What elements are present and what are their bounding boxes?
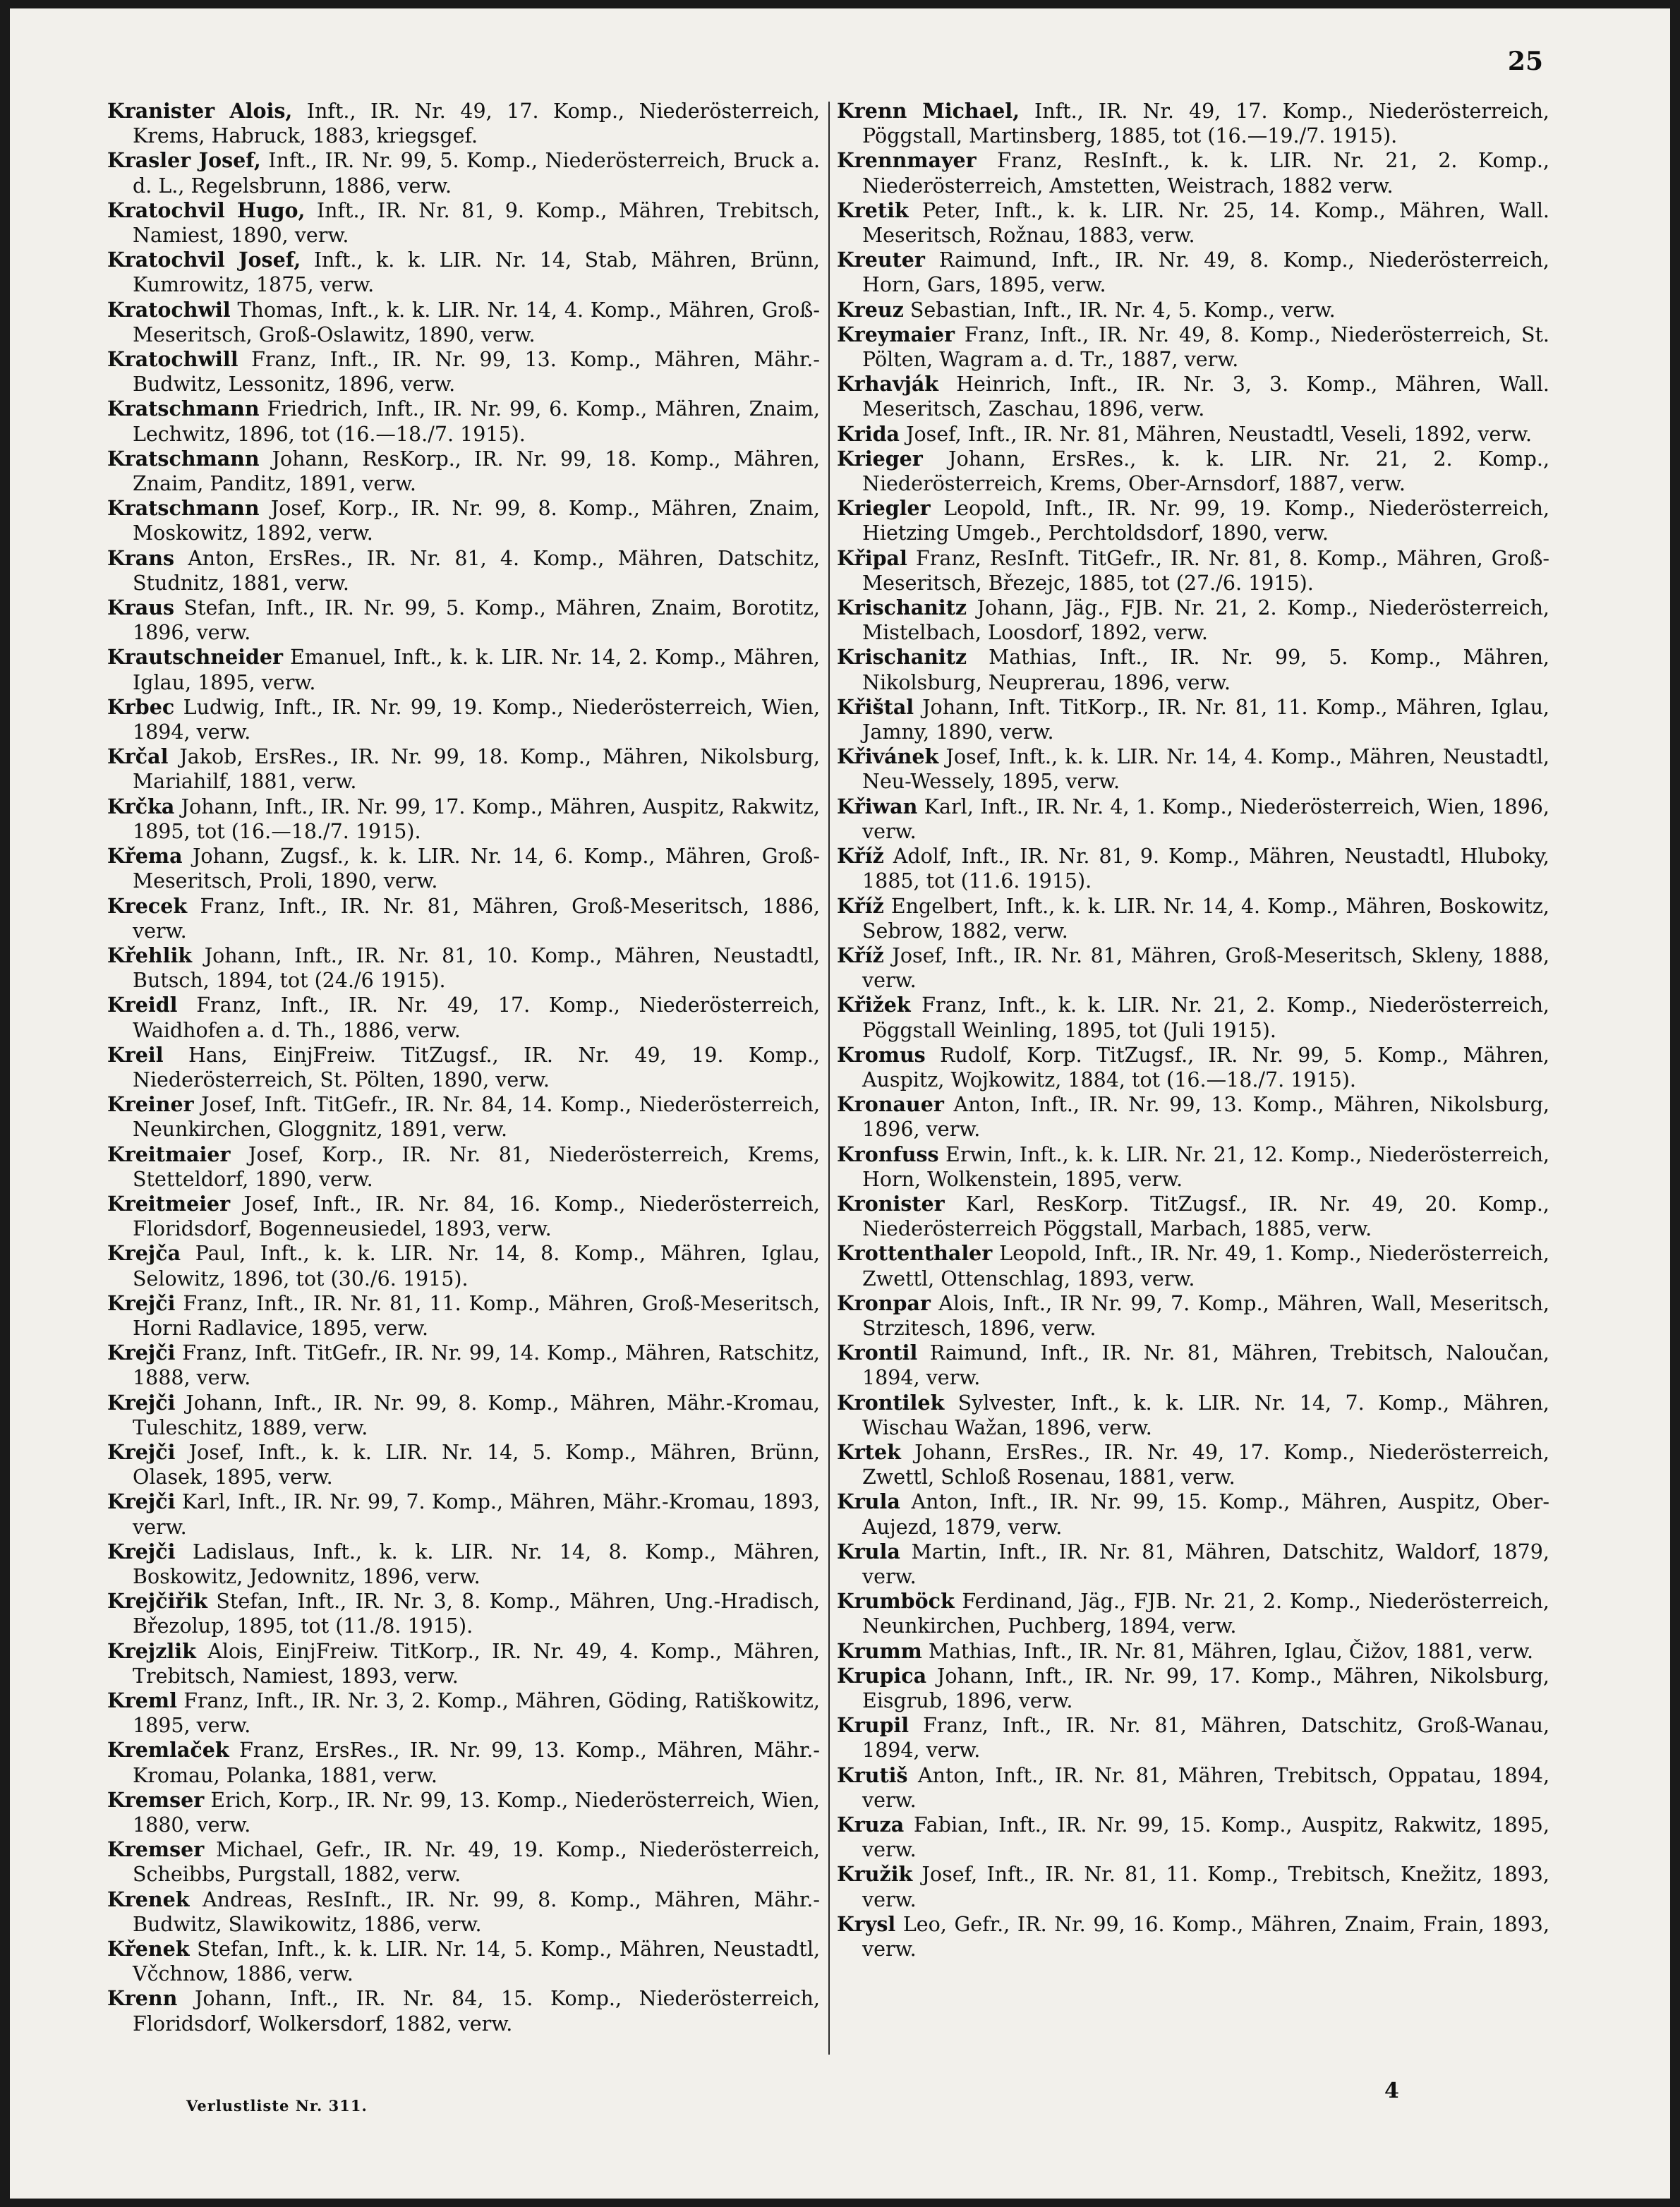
entry-details: Fabian, Inft., IR. Nr. 99, 15. Komp., Auspitz, Rakwitz, 1895, verw.	[862, 1813, 1549, 1862]
entry-name: Kremser	[107, 1837, 205, 1862]
entry-details: Inft., IR. Nr. 99, 5. Komp., Niederösterreich, Bruck a. d. L., Regelsbrunn, 1886, verw.	[133, 149, 821, 198]
list-entry	[107, 248, 820, 297]
entry-name: Krhavják	[837, 372, 939, 397]
entry-name: Křiwan	[837, 794, 918, 818]
list-entry	[837, 1043, 1549, 1092]
entry-name: Krieger	[837, 446, 923, 471]
entry-details: Karl, ResKorp. TitZugsf., IR. Nr. 49, 20. Komp., Niederösterreich Pöggstall, Marbach, 1885, verw.	[862, 1192, 1549, 1241]
entry-name: Křištal	[837, 694, 914, 719]
list-entry	[107, 1192, 820, 1241]
entry-name: Kreuz	[837, 297, 904, 322]
entry-details: Alois, Inft., IR Nr. 99, 7. Komp., Mähren, Wall, Meseritsch, Strzitesch, 1896, verw.	[862, 1291, 1549, 1340]
list-entry	[107, 943, 820, 993]
list-entry	[837, 1192, 1549, 1241]
entry-name: Kronpar	[837, 1290, 931, 1315]
entry-details: Johann, Jäg., FJB. Nr. 21, 2. Komp., Niederösterreich, Mistelbach, Loosdorf, 1892, verw.	[862, 596, 1549, 645]
entry-details: Inft., IR. Nr. 81, 9. Komp., Mähren, Trebitsch, Namiest, 1890, verw.	[133, 198, 820, 248]
list-entry	[837, 1713, 1549, 1762]
entry-details: Josef, Korp., IR. Nr. 81, Niederösterreich, Krems, Stetteldorf, 1890, verw.	[133, 1142, 820, 1191]
list-entry	[837, 447, 1549, 496]
entry-name: Krejči	[107, 1341, 176, 1365]
entry-details: Johann, ResKorp., IR. Nr. 99, 18. Komp., Mähren, Znaim, Panditz, 1891, verw.	[133, 447, 820, 496]
entry-name: Křema	[107, 844, 183, 869]
entry-name: Kratschmann	[107, 496, 260, 521]
list-entry	[107, 894, 820, 943]
list-entry	[837, 1540, 1549, 1589]
entry-details: Anton, Inft., IR. Nr. 99, 15. Komp., Mähren, Auspitz, Ober-Aujezd, 1879, verw.	[862, 1490, 1549, 1539]
entry-name: Kronfuss	[837, 1142, 939, 1166]
entry-details: Raimund, Inft., IR. Nr. 49, 8. Komp., Niederösterreich, Horn, Gars, 1895, verw.	[862, 248, 1549, 297]
entry-name: Krejzlik	[107, 1638, 196, 1663]
entry-details: Ludwig, Inft., IR. Nr. 99, 19. Komp., Niederösterreich, Wien, 1894, verw.	[133, 695, 820, 744]
entry-details: Franz, Inft., IR. Nr. 99, 13. Komp., Mähren, Mähr.-Budwitz, Lessonitz, 1896, verw.	[133, 348, 820, 397]
entry-details: Raimund, Inft., IR. Nr. 81, Mähren, Trebitsch, Naloučan, 1894, verw.	[862, 1341, 1549, 1390]
entry-details: Johann, Zugsf., k. k. LIR. Nr. 14, 6. Komp., Mähren, Groß-Meseritsch, Proli, 1890, verw.	[133, 845, 820, 893]
entry-details: Sebastian, Inft., IR. Nr. 4, 5. Komp., verw.	[903, 298, 1336, 322]
entry-details: Josef, Inft. TitGefr., IR. Nr. 84, 14. Komp., Niederösterreich, Neunkirchen, Gloggnitz, 1891, verw.	[133, 1093, 820, 1142]
entry-name: Kratochvil Hugo,	[107, 198, 306, 222]
list-entry	[837, 1291, 1549, 1341]
entry-name: Kratochwill	[107, 347, 238, 372]
entry-details: Josef, Inft., IR. Nr. 81, Mähren, Groß-Meseritsch, Skleny, 1888, verw.	[862, 943, 1549, 993]
list-entry	[837, 1763, 1549, 1813]
entry-name: Kružik	[837, 1862, 913, 1887]
entry-name: Krasler Josef,	[107, 148, 261, 173]
entry-details: Franz, Inft., IR. Nr. 3, 2. Komp., Mähren, Göding, Ratiškowitz, 1895, verw.	[133, 1689, 820, 1738]
entry-name: Krysl	[837, 1911, 896, 1936]
entry-details: Anton, Inft., IR. Nr. 99, 13. Komp., Mähren, Nikolsburg, 1896, verw.	[862, 1093, 1549, 1142]
list-entry	[107, 298, 820, 347]
entry-name: Kreymaier	[837, 322, 955, 346]
entry-name: Krautschneider	[107, 645, 284, 670]
list-entry	[837, 1391, 1549, 1440]
entry-name: Krupica	[837, 1663, 927, 1688]
list-entry	[107, 1291, 820, 1341]
entry-name: Křižek	[837, 993, 911, 1017]
entry-name: Kruza	[837, 1813, 905, 1837]
entry-details: Ferdinand, Jäg., FJB. Nr. 21, 2. Komp., Niederösterreich, Neunkirchen, Puchberg, 1894, verw.	[862, 1590, 1549, 1638]
entry-name: Krennmayer	[837, 148, 977, 173]
list-entry	[837, 1341, 1549, 1390]
list-entry	[837, 1092, 1549, 1142]
list-entry	[107, 1391, 820, 1440]
list-entry	[837, 844, 1549, 893]
entry-details: Inft., k. k. LIR. Nr. 14, Stab, Mähren, Brünn, Kumrowitz, 1875, verw.	[133, 248, 820, 297]
list-entry	[837, 744, 1549, 794]
list-entry	[837, 1589, 1549, 1638]
entry-details: Hans, EinjFreiw. TitZugsf., IR. Nr. 49, 19. Komp., Niederösterreich, St. Pölten, 1890, verw.	[133, 1043, 820, 1092]
entry-details: Franz, Inft. TitGefr., IR. Nr. 99, 14. Komp., Mähren, Ratschitz, 1888, verw.	[133, 1341, 820, 1390]
entry-name: Krumm	[837, 1638, 922, 1663]
entry-name: Krejčiřik	[107, 1589, 207, 1614]
list-entry	[837, 794, 1549, 844]
entry-details: Thomas, Inft., k. k. LIR. Nr. 14, 4. Komp., Mähren, Groß-Meseritsch, Groß-Oslawitz, 1890, verw.	[133, 298, 820, 346]
entry-name: Krutiš	[837, 1762, 908, 1787]
entry-details: Johann, ErsRes., IR. Nr. 49, 17. Komp., Niederösterreich, Zwettl, Schloß Rosenau, 1881, verw.	[862, 1440, 1549, 1489]
entry-details: Karl, Inft., IR. Nr. 99, 7. Komp., Mähren, Mähr.-Kromau, 1893, verw.	[133, 1490, 820, 1539]
entry-name: Kreitmaier	[107, 1142, 231, 1166]
entry-details: Rudolf, Korp. TitZugsf., IR. Nr. 99, 5. Komp., Mähren, Auspitz, Wojkowitz, 1884, tot (16.—18./7. 1915).	[862, 1043, 1549, 1092]
entry-details: Franz, ErsRes., IR. Nr. 99, 13. Komp., Mähren, Mähr.-Kromau, Polanka, 1881, verw.	[133, 1739, 820, 1787]
entry-details: Stefan, Inft., IR. Nr. 3, 8. Komp., Mähren, Ung.-Hradisch, Březolup, 1895, tot (11./8. 1915).	[133, 1590, 820, 1638]
list-entry	[107, 1540, 820, 1589]
entry-details: Johann, Inft., IR. Nr. 84, 15. Komp., Niederösterreich, Floridsdorf, Wolkersdorf, 1882, verw.	[133, 1987, 820, 2036]
entry-name: Krtek	[837, 1439, 901, 1464]
entry-details: Peter, Inft., k. k. LIR. Nr. 25, 14. Komp., Mähren, Wall. Meseritsch, Rožnau, 1883, verw.	[862, 198, 1549, 248]
entry-details: Franz, Inft., k. k. LIR. Nr. 21, 2. Komp., Niederösterreich, Pöggstall Weinling, 1895, tot (Juli 1915).	[862, 993, 1549, 1042]
list-entry	[107, 695, 820, 744]
entry-name: Krula	[837, 1489, 900, 1514]
entry-details: Erwin, Inft., k. k. LIR. Nr. 21, 12. Komp., Niederösterreich, Horn, Wolkenstein, 1895, verw.	[862, 1142, 1549, 1191]
entry-name: Kraus	[107, 595, 175, 620]
entry-details: Erich, Korp., IR. Nr. 99, 13. Komp., Niederösterreich, Wien, 1880, verw.	[133, 1788, 820, 1837]
list-entry	[837, 1813, 1549, 1862]
list-entry	[107, 1341, 820, 1390]
entry-name: Krejči	[107, 1539, 176, 1564]
document-page	[10, 8, 1670, 2199]
list-entry	[107, 744, 820, 794]
list-entry	[107, 99, 820, 148]
entry-details: Johann, Inft., IR. Nr. 99, 17. Komp., Mähren, Auspitz, Rakwitz, 1895, tot (16.—18./7. 1915).	[133, 794, 820, 843]
entry-name: Krbec	[107, 694, 175, 719]
list-entry	[107, 198, 820, 248]
list-entry	[107, 1887, 820, 1937]
entry-details: Johann, ErsRes., k. k. LIR. Nr. 21, 2. Komp., Niederösterreich, Krems, Ober-Arnsdorf, 1887, verw.	[862, 447, 1549, 496]
entry-name: Krenek	[107, 1887, 190, 1911]
list-entry	[837, 943, 1549, 993]
entry-name: Krecek	[107, 893, 188, 918]
list-entry	[107, 1688, 820, 1738]
list-entry	[837, 1440, 1549, 1489]
entry-name: Krumböck	[837, 1589, 955, 1614]
entry-name: Křenek	[107, 1937, 190, 1961]
entry-details: Josef, Inft., k. k. LIR. Nr. 14, 4. Komp., Mähren, Neustadtl, Neu-Wessely, 1895, verw.	[862, 745, 1549, 794]
entry-details: Mathias, Inft., IR. Nr. 81, Mähren, Iglau, Čižov, 1881, verw.	[921, 1639, 1534, 1663]
entry-name: Krischanitz	[837, 645, 967, 670]
list-entry	[107, 447, 820, 496]
entry-details: Franz, Inft., IR. Nr. 81, 11. Komp., Mähren, Groß-Meseritsch, Horni Radlavice, 1895, verw.	[133, 1291, 820, 1340]
entry-name: Krans	[107, 545, 175, 570]
list-entry	[837, 695, 1549, 744]
list-entry	[107, 1440, 820, 1489]
entry-name: Krejči	[107, 1290, 176, 1315]
entry-name: Kreidl	[107, 993, 178, 1017]
list-entry	[837, 1862, 1549, 1911]
entry-name: Krischanitz	[837, 595, 967, 620]
entry-details: Jakob, ErsRes., IR. Nr. 99, 18. Komp., Mähren, Nikolsburg, Mariahilf, 1881, verw.	[133, 745, 820, 794]
entry-details: Mathias, Inft., IR. Nr. 99, 5. Komp., Mähren, Nikolsburg, Neuprerau, 1896, verw.	[862, 646, 1549, 694]
left-column	[107, 99, 820, 2036]
signature-mark: 4	[1384, 2079, 1399, 2103]
entry-name: Krottenthaler	[837, 1241, 993, 1266]
list-entry	[107, 1241, 820, 1290]
entry-details: Leo, Gefr., IR. Nr. 99, 16. Komp., Mähren, Znaim, Frain, 1893, verw.	[862, 1912, 1549, 1961]
list-entry	[837, 1912, 1549, 1961]
entry-name: Krontil	[837, 1341, 918, 1365]
list-entry	[107, 993, 820, 1042]
entry-details: Alois, EinjFreiw. TitKorp., IR. Nr. 49, 4. Komp., Mähren, Trebitsch, Namiest, 1893, verw.	[133, 1639, 820, 1688]
column-divider	[828, 102, 830, 2055]
entry-details: Stefan, Inft., IR. Nr. 99, 5. Komp., Mähren, Znaim, Borotitz, 1896, verw.	[133, 596, 820, 645]
entry-name: Kranister Alois,	[107, 99, 293, 123]
entry-details: Paul, Inft., k. k. LIR. Nr. 14, 8. Komp., Mähren, Iglau, Selowitz, 1896, tot (30./6. 1915).	[133, 1242, 820, 1290]
entry-name: Krejči	[107, 1439, 176, 1464]
entry-name: Krontilek	[837, 1390, 945, 1415]
entry-name: Krupil	[837, 1713, 910, 1738]
entry-details: Johann, Inft., IR. Nr. 81, 10. Komp., Mähren, Neustadtl, Butsch, 1894, tot (24./6 1915).	[133, 943, 820, 993]
entry-name: Krčka	[107, 794, 175, 818]
list-entry	[107, 1986, 820, 2036]
entry-name: Kronister	[837, 1191, 945, 1216]
entry-name: Křivánek	[837, 744, 939, 769]
entry-details: Franz, ResInft., k. k. LIR. Nr. 21, 2. Komp., Niederösterreich, Amstetten, Weistrach, 1882 verw.	[862, 149, 1549, 198]
entry-name: Krejča	[107, 1241, 181, 1266]
list-entry	[107, 1837, 820, 1887]
list-entry	[837, 422, 1549, 447]
entry-details: Johann, Inft. TitKorp., IR. Nr. 81, 11. Komp., Mähren, Iglau, Jamny, 1890, verw.	[862, 695, 1549, 744]
list-entry	[837, 298, 1549, 322]
entry-name: Křipal	[837, 545, 907, 570]
entry-details: Sylvester, Inft., k. k. LIR. Nr. 14, 7. Komp., Mähren, Wischau Wažan, 1896, verw.	[862, 1391, 1549, 1439]
entry-details: Inft., IR. Nr. 49, 17. Komp., Niederösterreich, Pöggstall, Martinsberg, 1885, tot (16.—19./7. 1915).	[862, 99, 1549, 148]
entry-details: Josef, Inft., IR. Nr. 81, Mähren, Neustadtl, Veseli, 1892, verw.	[900, 422, 1532, 446]
list-entry	[837, 993, 1549, 1042]
list-entry	[837, 148, 1549, 198]
entry-name: Kromus	[837, 1042, 926, 1067]
entry-details: Johann, Inft., IR. Nr. 99, 8. Komp., Mähren, Mähr.-Kromau, Tuleschitz, 1889, verw.	[133, 1391, 820, 1439]
list-entry	[837, 99, 1549, 148]
entry-details: Franz, Inft., IR. Nr. 81, Mähren, Groß-Meseritsch, 1886, verw.	[133, 894, 820, 943]
entry-name: Krejči	[107, 1489, 176, 1514]
list-entry	[837, 248, 1549, 297]
list-entry	[107, 595, 820, 645]
right-column	[837, 99, 1549, 1961]
entry-name: Kronauer	[837, 1092, 944, 1117]
entry-details: Leopold, Inft., IR. Nr. 49, 1. Komp., Niederösterreich, Zwettl, Ottenschlag, 1893, verw.	[862, 1242, 1549, 1290]
entry-name: Kratschmann	[107, 397, 260, 421]
page-number: 25	[1507, 47, 1543, 76]
entry-details: Ladislaus, Inft., k. k. LIR. Nr. 14, 8. Komp., Mähren, Boskowitz, Jedownitz, 1896, verw.	[133, 1540, 820, 1588]
footer-list-number: Verlustliste Nr. 311.	[186, 2097, 368, 2115]
list-entry	[107, 496, 820, 545]
entry-details: Josef, Inft., k. k. LIR. Nr. 14, 5. Komp., Mähren, Brünn, Olasek, 1895, verw.	[133, 1440, 820, 1489]
list-entry	[837, 198, 1549, 248]
entry-details: Inft., IR. Nr. 49, 17. Komp., Niederösterreich, Krems, Habruck, 1883, kriegsgef.	[133, 99, 820, 148]
entry-name: Krčal	[107, 744, 169, 769]
entry-name: Kretik	[837, 198, 909, 222]
list-entry	[837, 645, 1549, 694]
entry-details: Michael, Gefr., IR. Nr. 49, 19. Komp., Niederösterreich, Scheibbs, Purgstall, 1882, verw.	[133, 1838, 820, 1887]
entry-details: Franz, Inft., IR. Nr. 49, 8. Komp., Niederösterreich, St. Pölten, Wagram a. d. Tr., 1887, verw.	[862, 322, 1549, 372]
entry-details: Johann, Inft., IR. Nr. 99, 17. Komp., Mähren, Nikolsburg, Eisgrub, 1896, verw.	[862, 1664, 1549, 1712]
list-entry	[837, 1639, 1549, 1664]
entry-details: Andreas, ResInft., IR. Nr. 99, 8. Komp., Mähren, Mähr.-Budwitz, Slawikowitz, 1886, verw.	[133, 1887, 820, 1936]
list-entry	[837, 496, 1549, 545]
list-entry	[107, 1788, 820, 1837]
entry-details: Leopold, Inft., IR. Nr. 99, 19. Komp., Niederösterreich, Hietzing Umgeb., Perchtoldsdorf, 1890, verw.	[862, 497, 1549, 545]
entry-details: Franz, ResInft. TitGefr., IR. Nr. 81, 8. Komp., Mähren, Groß-Meseritsch, Březejc, 1885, tot (27./6. 1915).	[862, 546, 1549, 595]
entry-name: Kratschmann	[107, 446, 260, 471]
entry-name: Křehlik	[107, 943, 193, 967]
entry-details: Karl, Inft., IR. Nr. 4, 1. Komp., Niederösterreich, Wien, 1896, verw.	[862, 794, 1549, 843]
list-entry	[837, 372, 1549, 421]
entry-name: Kriegler	[837, 496, 931, 521]
entry-name: Kreml	[107, 1688, 177, 1712]
list-entry	[107, 645, 820, 694]
list-entry	[837, 322, 1549, 372]
list-entry	[837, 1664, 1549, 1713]
entry-name: Kratochvil Josef,	[107, 248, 301, 272]
list-entry	[107, 1738, 820, 1787]
list-entry	[837, 1241, 1549, 1290]
entry-details: Martin, Inft., IR. Nr. 81, Mähren, Datschitz, Waldorf, 1879, verw.	[862, 1540, 1549, 1588]
entry-details: Franz, Inft., IR. Nr. 81, Mähren, Datschitz, Groß-Wanau, 1894, verw.	[862, 1714, 1549, 1762]
list-entry	[107, 1142, 820, 1192]
entry-details: Anton, Inft., IR. Nr. 81, Mähren, Trebitsch, Oppatau, 1894, verw.	[862, 1763, 1549, 1812]
list-entry	[107, 1489, 820, 1539]
entry-name: Krejči	[107, 1390, 176, 1415]
entry-name: Krenn Michael,	[837, 99, 1020, 123]
list-entry	[107, 148, 820, 198]
entry-details: Emanuel, Inft., k. k. LIR. Nr. 14, 2. Komp., Mähren, Iglau, 1895, verw.	[133, 646, 820, 694]
entry-name: Kříž	[837, 893, 884, 918]
entry-details: Josef, Korp., IR. Nr. 99, 8. Komp., Mähren, Znaim, Moskowitz, 1892, verw.	[133, 497, 820, 545]
entry-name: Kremser	[107, 1787, 205, 1812]
list-entry	[837, 1489, 1549, 1539]
list-entry	[107, 844, 820, 893]
list-entry	[107, 1092, 820, 1142]
entry-details: Adolf, Inft., IR. Nr. 81, 9. Komp., Mähren, Neustadtl, Hluboky, 1885, tot (11.6. 1915).	[862, 845, 1549, 893]
list-entry	[107, 1043, 820, 1092]
list-entry	[107, 1589, 820, 1638]
entry-name: Krida	[837, 421, 900, 446]
entry-name: Kremlaček	[107, 1738, 229, 1762]
list-entry	[837, 546, 1549, 595]
entry-name: Krenn	[107, 1986, 178, 2011]
list-entry	[107, 347, 820, 397]
list-entry	[837, 894, 1549, 943]
list-entry	[107, 794, 820, 844]
entry-name: Kreitmeier	[107, 1191, 231, 1216]
entry-details: Anton, ErsRes., IR. Nr. 81, 4. Komp., Mähren, Datschitz, Studnitz, 1881, verw.	[133, 546, 820, 595]
entry-details: Stefan, Inft., k. k. LIR. Nr. 14, 5. Komp., Mähren, Neustadtl, Včchnow, 1886, verw.	[133, 1937, 820, 1986]
entry-name: Kreuter	[837, 248, 925, 272]
entry-name: Kříž	[837, 844, 884, 869]
entry-name: Kreil	[107, 1042, 164, 1067]
entry-details: Heinrich, Inft., IR. Nr. 3, 3. Komp., Mähren, Wall. Meseritsch, Zaschau, 1896, verw.	[862, 373, 1549, 421]
entry-details: Engelbert, Inft., k. k. LIR. Nr. 14, 4. Komp., Mähren, Boskowitz, Sebrow, 1882, verw.	[862, 894, 1549, 943]
entry-details: Josef, Inft., IR. Nr. 84, 16. Komp., Niederösterreich, Floridsdorf, Bogenneusiedel, 1893, verw.	[133, 1192, 820, 1241]
entry-name: Krula	[837, 1539, 900, 1564]
entry-details: Josef, Inft., IR. Nr. 81, 11. Komp., Trebitsch, Knežitz, 1893, verw.	[862, 1863, 1549, 1911]
list-entry	[837, 595, 1549, 645]
entry-details: Friedrich, Inft., IR. Nr. 99, 6. Komp., Mähren, Znaim, Lechwitz, 1896, tot (16.—18./7. 1915).	[133, 397, 820, 446]
entry-name: Kreiner	[107, 1092, 194, 1117]
list-entry	[107, 397, 820, 446]
entry-name: Kříž	[837, 943, 884, 967]
list-entry	[837, 1142, 1549, 1192]
list-entry	[107, 1937, 820, 1986]
list-entry	[107, 546, 820, 595]
entry-name: Kratochwil	[107, 297, 231, 322]
list-entry	[107, 1639, 820, 1688]
entry-details: Franz, Inft., IR. Nr. 49, 17. Komp., Niederösterreich, Waidhofen a. d. Th., 1886, verw.	[133, 993, 820, 1042]
